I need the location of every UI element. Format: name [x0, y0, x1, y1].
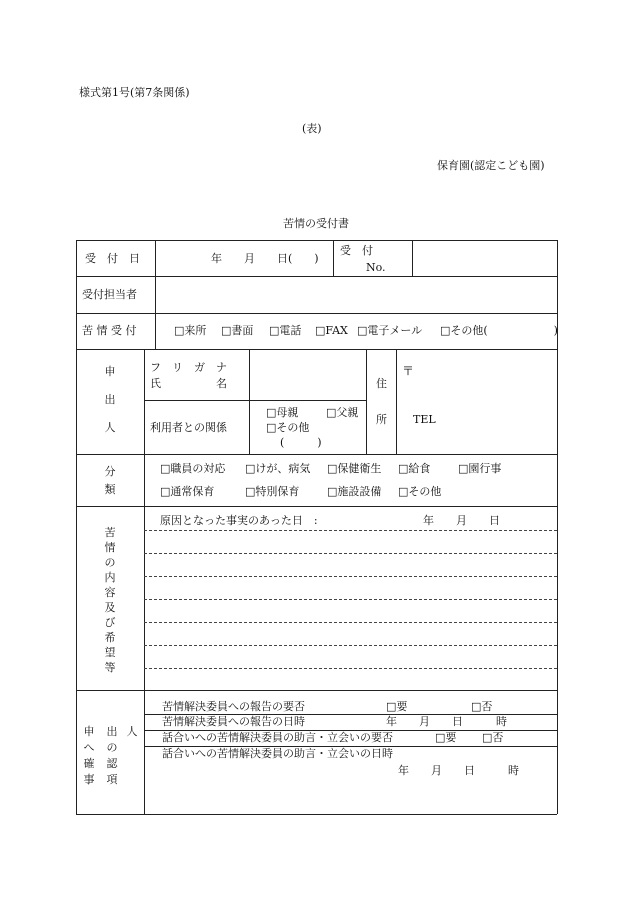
confirm-item1-label: 苦情解決委員への報告の要否 — [162, 700, 305, 713]
method-label: 苦 情 受 付 — [82, 324, 137, 337]
document-title: 苦情の受付書 — [283, 217, 349, 230]
method-option-letter[interactable]: □書面 — [221, 324, 254, 337]
category-meals[interactable]: □給食 — [398, 462, 431, 475]
staff-field[interactable] — [158, 279, 554, 310]
confirm-item1-yes[interactable]: □要 — [386, 700, 408, 713]
method-option-phone[interactable]: □電話 — [269, 324, 302, 337]
receipt-number-field[interactable] — [414, 243, 554, 273]
confirm-item1-no[interactable]: □否 — [471, 700, 493, 713]
receipt-date-label: 受 付 日 — [85, 252, 140, 265]
relation-option-father[interactable]: □父親 — [326, 406, 359, 419]
confirm-item3-yes[interactable]: □要 — [435, 731, 457, 744]
institution-name: 保育園(認定こども園) — [437, 159, 545, 172]
category-regular-care[interactable]: □通常保育 — [160, 485, 215, 498]
confirm-item4-label: 話合いへの苦情解決委員の助言・立会いの日時 — [162, 747, 393, 760]
address-field[interactable] — [416, 356, 554, 396]
side-indicator: (表) — [302, 122, 322, 135]
receipt-number-sub: No. — [366, 261, 386, 274]
relation-other-field[interactable]: ( ) — [280, 436, 322, 449]
method-option-email[interactable]: □電子メール — [357, 324, 423, 337]
category-events[interactable]: □園行事 — [458, 462, 502, 475]
form-number: 様式第1号(第7条関係) — [79, 86, 190, 99]
category-other[interactable]: □その他 — [398, 485, 442, 498]
category-special-care[interactable]: □特別保育 — [245, 485, 300, 498]
category-health-hygiene[interactable]: □保健衛生 — [327, 462, 382, 475]
category-side-label: 分 類 — [104, 465, 116, 496]
receipt-number-label: 受 付 — [340, 244, 373, 257]
method-option-visit[interactable]: □来所 — [174, 324, 207, 337]
staff-label: 受付担当者 — [82, 288, 137, 301]
postal-mark: 〒 — [402, 364, 415, 378]
method-option-other[interactable]: □その他( ) — [440, 324, 558, 337]
name-label: 氏 名 — [150, 377, 227, 390]
relation-option-other[interactable]: □その他 — [266, 421, 310, 434]
tel-label: TEL — [413, 413, 436, 426]
address-label-1: 住 — [376, 377, 387, 390]
cause-date-label: 原因となった事実のあった日 : — [160, 514, 318, 527]
name-field[interactable] — [252, 352, 363, 397]
address-label-2: 所 — [376, 413, 387, 426]
confirm-side-col3: 人 — [126, 725, 138, 738]
confirm-item3-label: 話合いへの苦情解決委員の助言・立会いの要否 — [162, 731, 393, 744]
relation-label: 利用者との関係 — [150, 421, 227, 434]
confirm-item2-label: 苦情解決委員への報告の日時 — [162, 715, 305, 728]
method-option-fax[interactable]: □FAX — [315, 324, 348, 337]
confirm-item3-no[interactable]: □否 — [482, 731, 504, 744]
relation-option-mother[interactable]: □母親 — [266, 406, 299, 419]
cause-date-field[interactable]: 年 月 日 — [423, 514, 500, 527]
complaint-content-field[interactable] — [147, 533, 554, 687]
complaint-side-label: 苦 情 の 内 容 及 び 希 望 等 — [104, 526, 116, 674]
confirm-item2-datetime[interactable]: 年 月 日 時 — [386, 715, 507, 728]
category-staff-conduct[interactable]: □職員の対応 — [160, 462, 226, 475]
confirm-side-col1: 申 へ 確 事 — [83, 725, 95, 786]
confirm-item4-datetime[interactable]: 年 月 日 時 — [398, 764, 519, 777]
applicant-side-label: 申 出 人 — [104, 365, 116, 434]
category-facilities[interactable]: □施設設備 — [327, 485, 382, 498]
category-injury-illness[interactable]: □けが、病気 — [245, 462, 311, 475]
receipt-date-field[interactable]: 年 月 日( ) — [211, 252, 319, 265]
confirm-side-col2: 出 の 認 項 — [106, 725, 118, 786]
furigana-label: フ リ ガ ナ — [150, 361, 227, 374]
